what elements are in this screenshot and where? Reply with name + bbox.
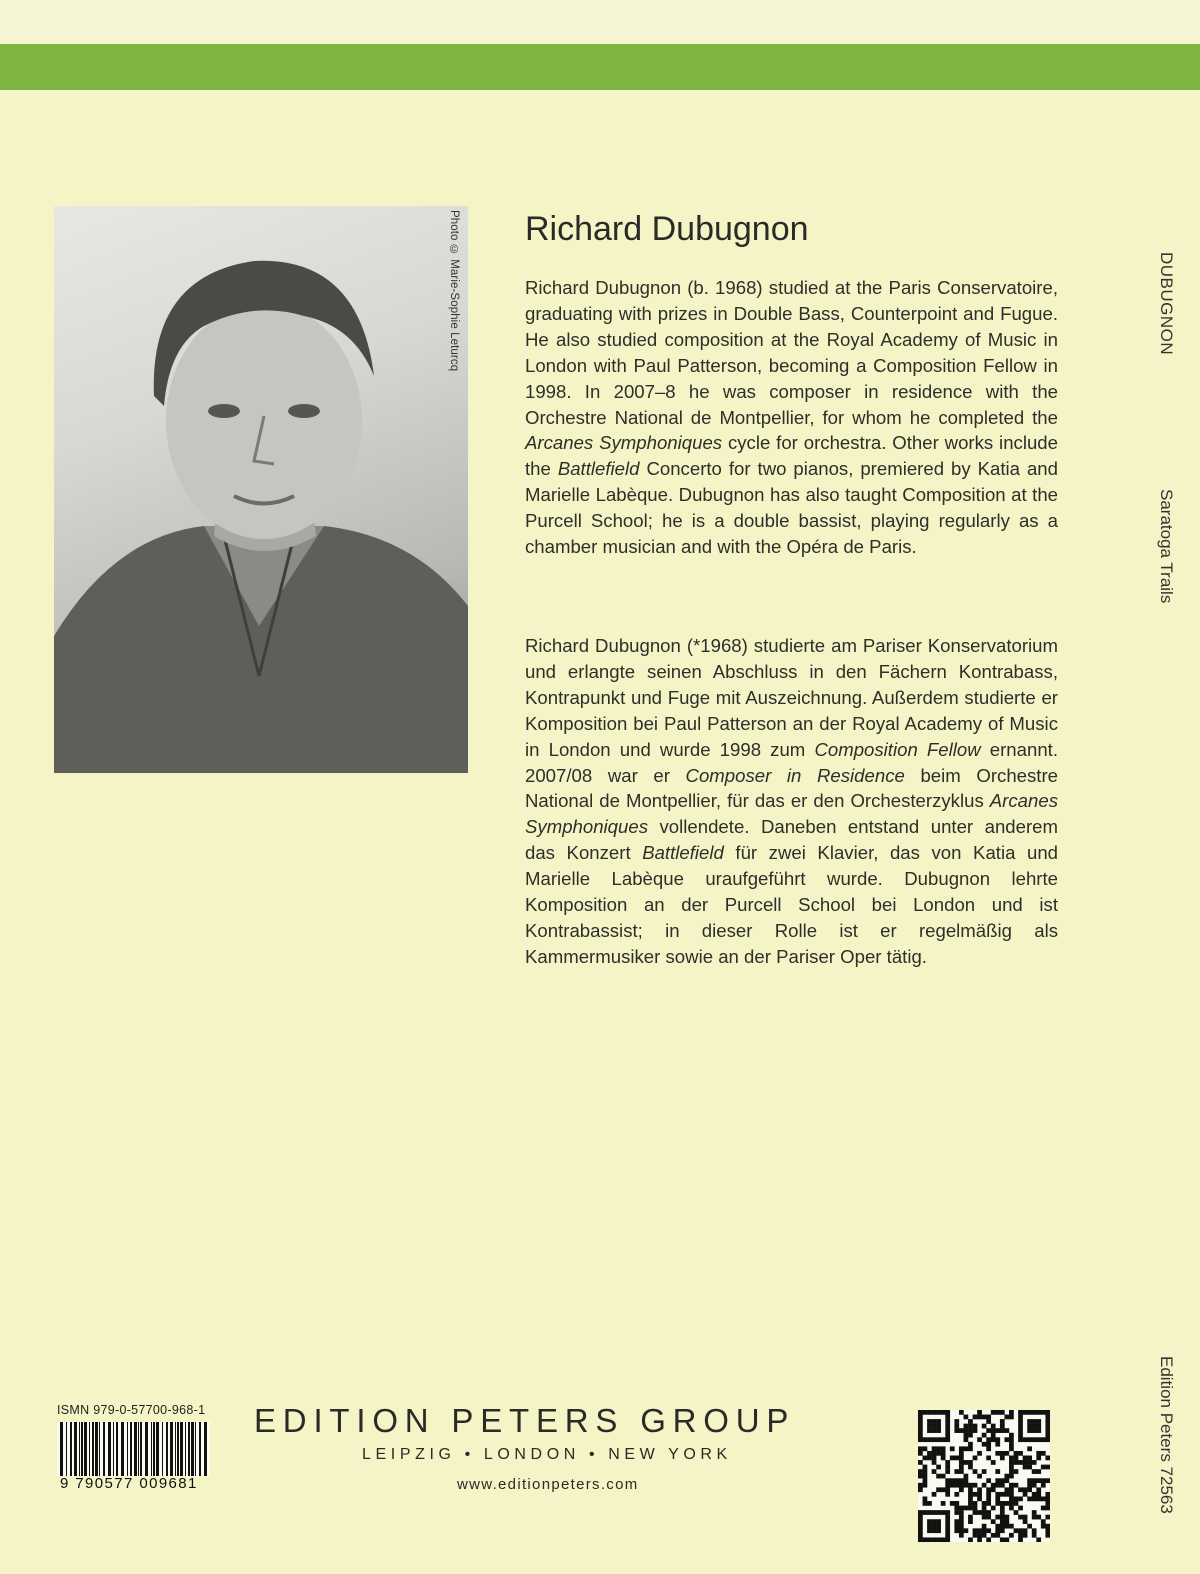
barcode-digits: 9 790577 009681 [60, 1475, 198, 1492]
italic-title: Arcanes Symphoniques [525, 432, 723, 454]
qr-code-pattern [918, 1410, 1050, 1542]
barcode [57, 1422, 210, 1476]
biography-english [525, 275, 1058, 560]
composer-photo [54, 206, 468, 773]
italic-title: Arcanes Symphoniques [525, 790, 1058, 838]
text-run: cycle for orchestra. Other works include the [525, 432, 1058, 480]
italic-title: Composer in Residence [685, 764, 905, 786]
text-run: ernannt. 2007/08 war er [525, 738, 1058, 786]
top-color-band [0, 44, 1200, 90]
spine-edition-number: Edition Peters 72563 [1157, 1356, 1176, 1514]
top-edge [0, 0, 1200, 44]
text-run: Concerto for two pianos, premiered by Katia and Marielle Labèque. Dubugnon has also taught Composition at the Purcell School; he is a double bassist, playing regularly as a chamber musician and with the Opéra de Paris. [525, 458, 1058, 558]
spine-title: Saratoga Trails [1157, 489, 1176, 604]
qr-code [918, 1410, 1050, 1542]
italic-title: Composition Fellow [814, 738, 981, 760]
portrait-drawing [54, 206, 468, 773]
publisher-website[interactable]: www.editionpeters.com [457, 1476, 639, 1493]
text-run: vollendete. Daneben entstand unter anderem das Konzert [525, 816, 1058, 864]
composer-name-heading: Richard Dubugnon [525, 210, 809, 248]
text-run: beim Orchestre National de Montpellier, für das er den Orchesterzyklus [525, 764, 1059, 812]
text-run: Richard Dubugnon (*1968) studierte am Pariser Konservatorium und erlangte seinen Abschluss in den Fächern Kontrabass, Kontrapunkt und Fuge mit Auszeichnung. Außerdem studierte er Komposition bei Paul Patterson an der Royal Academy of Music in London und wurde 1998 zum [525, 635, 1058, 760]
publisher-name: EDITION PETERS GROUP [254, 1402, 796, 1439]
biography-german [525, 633, 1058, 970]
spine-composer: DUBUGNON [1157, 252, 1176, 356]
italic-title: Battlefield [642, 842, 724, 864]
text-run: Richard Dubugnon (b. 1968) studied at the Paris Conservatoire, graduating with prizes in Double Bass, Counterpoint and Fugue. He also studied composition at the Royal Academy of Music in London with Paul Patterson, becoming a Composition Fellow in 1998. In 2007–8 he was composer in residence with the Orchestre National de Montpellier, for whom he completed the [525, 277, 1058, 428]
ismn-label: ISMN 979-0-57700-968-1 [57, 1403, 206, 1417]
text-run: für zwei Klavier, das von Katia und Marielle Labèque uraufgeführt wurde. Dubugnon lehrte Komposition an der Purcell School bei London und ist Kontrabassist; in dieser Rolle ist er regelmäßig als Kammermusiker sowie an der Pariser Oper tätig. [525, 842, 1058, 967]
photo-credit: Photo © Marie-Sophie Leturcq [448, 210, 460, 372]
barcode-bars [57, 1422, 210, 1476]
publisher-cities: LEIPZIG • LONDON • NEW YORK [362, 1446, 732, 1463]
italic-title: Battlefield [557, 458, 640, 480]
